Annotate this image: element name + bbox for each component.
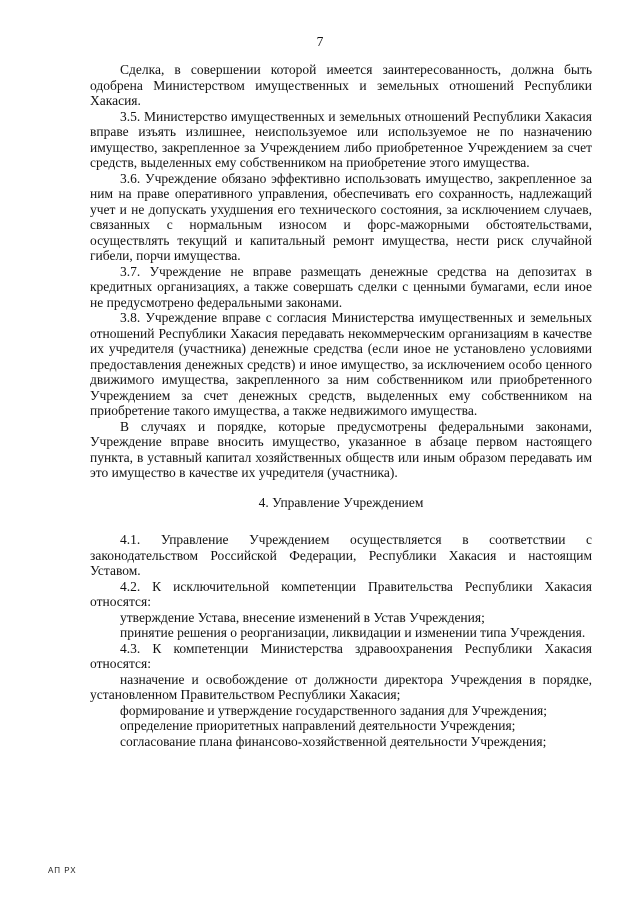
footer-mark: АП РХ bbox=[48, 866, 77, 875]
paragraph: В случаях и порядке, которые предусмотрены федеральными законами, Учреждение вправе вносить имущество, указанное в абзаце первом настоящего пункта, в уставный капитал хозяйственных обществ или иным образом передавать им это имущество в качестве их учредителя (участника). bbox=[90, 418, 592, 480]
paragraph-4-2: 4.2. К исключительной компетенции Правительства Республики Хакасия относятся: bbox=[90, 578, 592, 609]
paragraph-4-1: 4.1. Управление Учреждением осуществляется в соответствии с законодательством Российской Федерации, Республики Хакасия и настоящим Уставом. bbox=[90, 532, 592, 578]
paragraph-4-3: 4.3. К компетенции Министерства здравоохранения Республики Хакасия относятся: bbox=[90, 640, 592, 671]
section-title: 4. Управление Учреждением bbox=[258, 494, 424, 510]
document-body bbox=[90, 62, 592, 749]
paragraph-3-5: 3.5. Министерство имущественных и земельных отношений Республики Хакасия вправе изъять излишнее, неиспользуемое или используемое не по назначению имущество, закрепленное за Учреждением либо приобретенное Учреждением за счет средств, выделенных ему собственником на приобретение этого имущества. bbox=[90, 108, 592, 170]
list-item: утверждение Устава, внесение изменений в Устав Учреждения; bbox=[120, 609, 485, 625]
paragraph: Сделка, в совершении которой имеется заинтересованность, должна быть одобрена Министерством имущественных и земельных отношений Республики Хакасия. bbox=[90, 62, 592, 108]
paragraph-3-7: 3.7. Учреждение не вправе размещать денежные средства на депозитах в кредитных организациях, а также совершать сделки с ценными бумагами, если иное не предусмотрено федеральными законами. bbox=[90, 263, 592, 310]
list-item: формирование и утверждение государственного задания для Учреждения; bbox=[120, 702, 548, 718]
list-item: согласование плана финансово-хозяйственной деятельности Учреждения; bbox=[120, 733, 547, 749]
page-number: 7 bbox=[316, 34, 324, 49]
paragraph-3-8: 3.8. Учреждение вправе с согласия Министерства имущественных и земельных отношений Республики Хакасия передавать некоммерческим организациям в качестве их учредителя (участника) денежные средства (если иное не установлено условиями предоставления денежных средств) и иное имущество, за исключением особо ценного движимого имущества, закрепленного за ним собственником или приобретенного Учреждением за счет денежных средств, выделенных ему собственником на приобретение такого имущества, а также недвижимого имущества. bbox=[90, 310, 592, 418]
list-item: принятие решения о реорганизации, ликвидации и изменении типа Учреждения. bbox=[120, 625, 586, 640]
list-item: назначение и освобождение от должности директора Учреждения в порядке, установленном Правительством Республики Хакасия; bbox=[90, 671, 592, 702]
paragraph-3-6: 3.6. Учреждение обязано эффективно использовать имущество, закрепленное за ним на праве оперативного управления, обеспечивать его сохранность, надлежащий учет и не допускать ухудшения его технического состояния, за исключением случаев, связанных с нормальным износом и форс-мажорными обстоятельствами, осуществлять текущий и капитальный ремонт имущества, нести риск случайной гибели, порчи имущества. bbox=[90, 170, 592, 263]
list-item: определение приоритетных направлений деятельности Учреждения; bbox=[120, 718, 516, 733]
